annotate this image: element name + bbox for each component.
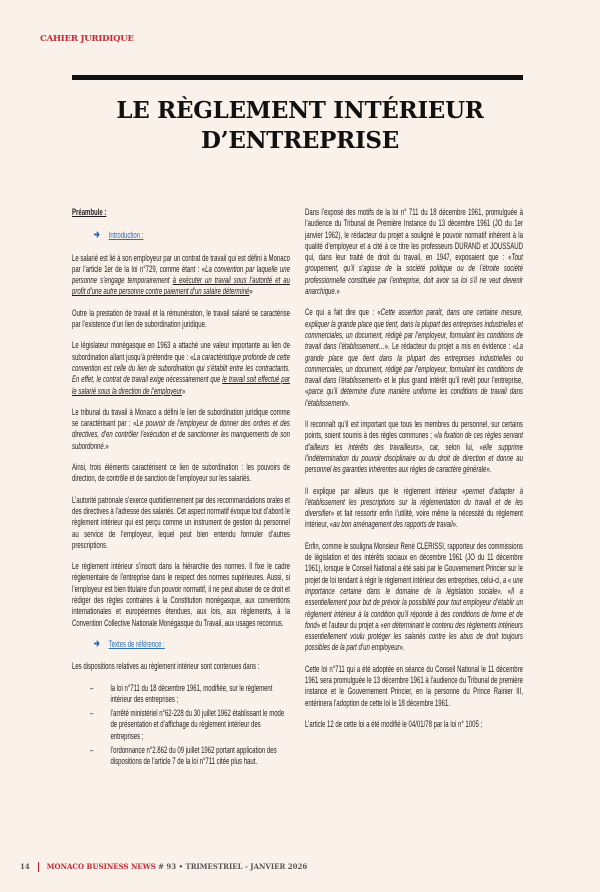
subsection-link bbox=[94, 638, 290, 650]
paragraph bbox=[72, 560, 290, 628]
text-run: en déterminant le contenu des règlements intérieurs essentiellement voulu protéger les salariés contre les abus de droit toujours possibles de la part d’un employeur bbox=[305, 618, 523, 653]
page-number: 14 bbox=[20, 862, 30, 871]
text-run: permet d’adapter à l’établissement les prescriptions sur la réglementation du travail et de les diversifier bbox=[305, 484, 523, 519]
text-run: L’article 12 de cette loi a été modifié le 04/01/78 par la loi n° 1005 ; bbox=[305, 717, 483, 729]
paragraph bbox=[72, 461, 290, 484]
title-line-1: LE RÈGLEMENT INTÉRIEUR bbox=[116, 97, 484, 124]
text-run: à exécuter un travail sous l’autorité et au profit d’une autre personne contre paiement d’un salaire déterminé bbox=[72, 274, 290, 297]
text-run: Le tribunal du travail à Monaco a défini le lien de subordination juridique comme se caractérisant par : « bbox=[72, 405, 290, 429]
reference-list bbox=[72, 682, 290, 767]
paragraph bbox=[72, 252, 290, 297]
text-run: La grande place que tient dans la plupart des entreprises industrielles ou commerciales, un document, rédigé par l’employeur, formulant les conditions de travail dans l’établissement bbox=[305, 340, 523, 386]
paragraph bbox=[305, 418, 523, 474]
footer-divider bbox=[38, 862, 39, 872]
text-run: ». bbox=[399, 641, 405, 653]
text-run: parce qu’il détermine d’une manière uniforme les conditions de travail dans l’établissement bbox=[305, 385, 523, 408]
text-run: La convention par laquelle une personne s’engage temporairement bbox=[72, 262, 290, 286]
text-run: » bbox=[105, 439, 109, 451]
title-line-2: D’ENTREPRISE bbox=[201, 127, 399, 154]
paragraph bbox=[305, 485, 523, 530]
list-item: – la loi n°711 du 18 décembre 1961, modifiée, sur le règlement intérieur des entreprises ; bbox=[72, 682, 290, 705]
text-run: Textes de référence : bbox=[108, 637, 165, 649]
page-footer bbox=[20, 862, 307, 872]
arrow-right-icon: ➔ bbox=[93, 229, 100, 242]
paragraph bbox=[305, 306, 523, 408]
text-run: » et l’auteur du projet a « bbox=[316, 618, 384, 630]
text-run: la fixation de ces règles servant d’ailleurs les intérêts des travailleurs bbox=[305, 429, 523, 452]
text-run: Ce qui a fait dire que : « bbox=[305, 306, 381, 318]
paragraph bbox=[72, 307, 290, 330]
text-run: » et fait ressortir enfin l’utilité, voire même la nécessité du règlement intérieur, « bbox=[305, 507, 523, 530]
left-column bbox=[72, 206, 290, 777]
text-run: La caractéristique profonde de cette convention est celle du lien de subordination qui s’établit entre les contractants. En effet, le contrat de travail exige nécessairement que bbox=[72, 350, 290, 385]
text-run: Le salarié est lié à son employeur par un contrat de travail qui est défini à Monaco par l’article 1er de la loi n°729, comme étant : « bbox=[72, 251, 290, 274]
text-run: Introduction : bbox=[108, 229, 144, 241]
text-run: Il explique par ailleurs que le règlement intérieur « bbox=[305, 484, 466, 496]
text-run: ». bbox=[452, 518, 458, 530]
text-run: Le règlement intérieur s’inscrit dans la hiérarchie des normes. Il fixe le cadre réglementaire de l’entreprise dans le respect des normes supérieures. Aussi, si l’employeur est bien titulaire d’un pouvoir normatif, il ne peut abuser de ce droit et rédiger des règles contraires à la Constitution monégasque, aux conventions internationales et européennes étendues, aux lois, aux règlements, à la Convention Collective Nationale Monégasque du Travail, aux usages reconnus. bbox=[72, 560, 290, 628]
text-run: Cette assertion paraît, dans une certaine mesure, expliquer la grande place que tient, dans la plupart des entreprises industrielles et commerciales, un document, rédigé par l’employeur, formulant les conditions de travail dans l’établissement… bbox=[305, 306, 523, 352]
paragraph bbox=[72, 494, 290, 550]
text-run: Il a essentiellement pour but de prévoir la possibilité pour tout employeur d’établir un règlement intérieur à la condition qu’il réponde à des conditions de forme et de fond bbox=[305, 584, 523, 630]
text-run: une importance certaine dans le domaine de la législation sociale bbox=[305, 573, 523, 596]
paragraph bbox=[72, 660, 290, 671]
text-run: », car, selon lui, « bbox=[418, 440, 483, 452]
arrow-right-icon: ➔ bbox=[93, 637, 100, 650]
list-item: – l’arrêté ministériel n°62-228 du 30 juillet 1962 établissant le mode de présentation et d’affichage du règlement intérieur des entreprises ; bbox=[72, 707, 290, 741]
text-run: Préambule : bbox=[72, 206, 107, 217]
paragraph bbox=[305, 206, 523, 296]
text-run: ». « bbox=[497, 584, 512, 596]
text-run: Dans l’exposé des motifs de la loi n° 711 du 18 décembre 1961, promulguée à l’audience du Tribunal de Première Instance du 13 décembre 1961 (JO du 1er janvier 1962), le rédacteur du projet a souligné le pouvoir normatif inhérent à la qualité d’employeur et a cité à ce titre les professeurs DURAND et JOUSSAUD qui, dans leur traité de droit du travail, en 1947, exposaient que : « bbox=[305, 206, 523, 263]
section-label: CAHIER JURIDIQUE bbox=[40, 34, 134, 44]
text-run: au bon aménagement des rapports de travail bbox=[333, 518, 453, 530]
right-column bbox=[305, 206, 523, 739]
paragraph bbox=[72, 406, 290, 451]
subsection-label[interactable] bbox=[109, 638, 165, 649]
paragraph bbox=[305, 663, 523, 708]
page-title bbox=[0, 96, 600, 156]
text-run: ». bbox=[344, 396, 350, 408]
text-run: Ainsi, trois éléments caractérisent ce lien de subordination : les pouvoirs de direction, de contrôle et de sanction de l’employeur sur les salariés. bbox=[72, 461, 290, 484]
text-run: Il reconnaît qu’il est important que tous les membres du personnel, sur certains points, soient soumis à des règles communes ; « bbox=[305, 418, 523, 441]
text-run: Cette loi n°711 qui a été adoptée en séance du Conseil National le 11 décembre 1961 sera promulguée le 13 décembre 1961 à l’audience du Tribunal de première instance et le Gouvernement Princier, en la personne du Prince Rainier III, entérinera l’adoption de cette loi le 18 décembre 1961. bbox=[305, 662, 523, 708]
text-run: Enfin, comme le souligna Monsieur René CLERISSI, rapporteur des commissions de législation et des intérêts sociaux en décembre 1961 (JO du 11 décembre 1961), lorsque le Conseil National a été saisi par le Gouvernement Princier sur le projet de loi tendant à régir le règlement intérieur des entreprises, celui-ci, a « bbox=[305, 539, 523, 585]
text-run: le travail soit effectué par le salarié sous la direction de l’employeur bbox=[72, 373, 290, 396]
text-run: Les dispositions relatives au règlement intérieur sont contenues dans : bbox=[72, 660, 260, 672]
text-run: » bbox=[336, 285, 340, 297]
text-run: Le pouvoir de l’employeur de donner des ordres et des directives, d’en contrôler l’exécution et de sanctionner les manquements de son subordonné. bbox=[72, 417, 290, 451]
paragraph bbox=[72, 339, 290, 395]
list-item: – l’ordonnance n°2.862 du 09 juillet 1962 portant application des dispositions de l’article 7 de la loi n°711 citée plus haut. bbox=[72, 744, 290, 767]
footer-brand: MONACO BUSINESS NEWS bbox=[46, 862, 156, 871]
text-run: Le législateur monégasque en 1963 a attaché une valeur importante au lien de subordination allant jusqu’à prétendre que : « bbox=[72, 339, 290, 362]
subsection-label[interactable] bbox=[109, 229, 144, 240]
text-run: L’autorité patronale s’exerce quotidiennement par des recommandations orales et des directives à l’adresse des salariés. Cet aspect normatif évoque tout d’abord le règlement intérieur qui est perçu comme un instrument de gestion du personnel au service de l’employeur, lequel peut bien entendu formuler d’autres prescriptions. bbox=[72, 493, 290, 550]
text-run: Outre la prestation de travail et la rémunération, le travail salarié se caractérise par l’existence d’un lien de subordination juridique. bbox=[72, 306, 290, 330]
subsection-link bbox=[94, 229, 290, 241]
title-rule bbox=[72, 75, 523, 80]
text-run: » bbox=[181, 384, 186, 396]
paragraph bbox=[305, 540, 523, 653]
text-run: » bbox=[249, 285, 253, 297]
text-run: ». bbox=[486, 463, 492, 475]
text-run: Tout groupement, qu’il s’agisse de la société politique ou de l’étroite société professionnelle constituée par l’entreprise, doit avoir sa loi s’il ne veut devenir anarchique. bbox=[305, 251, 523, 297]
text-run: ». Le rédacteur du projet a mis en évidence : « bbox=[384, 340, 517, 352]
section-heading bbox=[72, 206, 290, 217]
text-run: » et le plus grand intérêt qu’il revêt pour l’entreprise, « bbox=[305, 374, 523, 397]
footer-issue: # 93 • TRIMESTRIEL - JANVIER 2026 bbox=[155, 862, 308, 871]
paragraph bbox=[305, 718, 523, 729]
text-run: elle supprime l’indétermination du pouvoir disciplinaire ou du droit de direction et donne au personnel les garanties inhérentes aux règles de caractère générale bbox=[305, 440, 523, 475]
